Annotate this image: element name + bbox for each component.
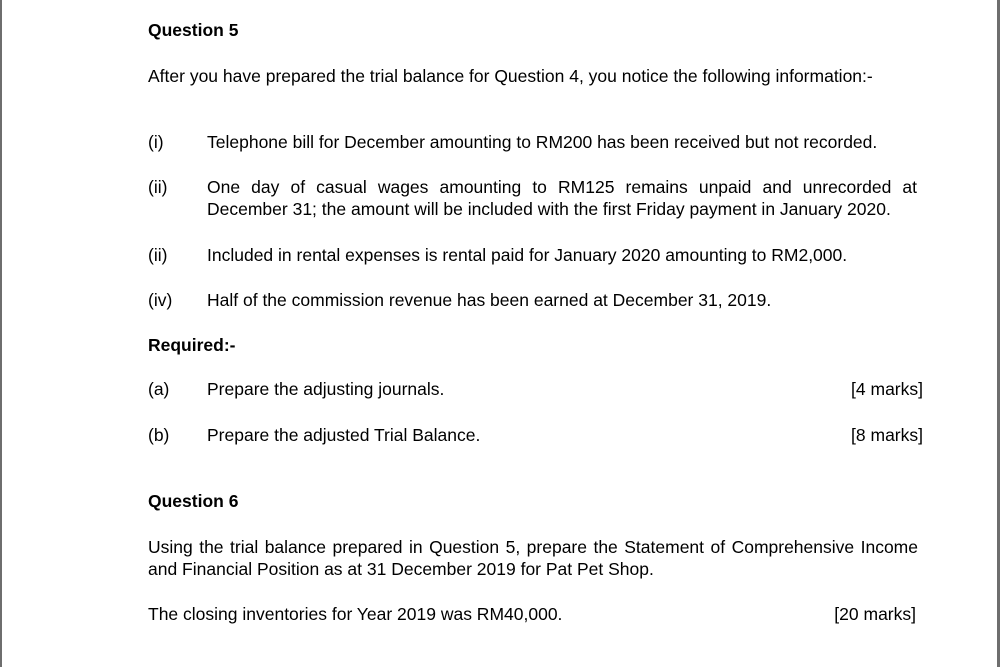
item-number: (ii) xyxy=(148,177,168,197)
task-text: Prepare the adjusting journals. xyxy=(207,379,445,399)
required-label: Required:- xyxy=(148,335,236,355)
task-text: Prepare the adjusted Trial Balance. xyxy=(207,425,481,445)
page-edge-left xyxy=(0,0,2,667)
closing-inventory-text: The closing inventories for Year 2019 was RM40,000. xyxy=(148,604,563,624)
item-number: (ii) xyxy=(148,245,168,265)
question-6-body: Using the trial balance prepared in Question 5, prepare the Statement of Comprehensive Income and Financial Position as at 31 December 2019 for Pat Pet Shop. xyxy=(148,537,918,579)
item-number: (i) xyxy=(148,132,164,152)
task-number: (a) xyxy=(148,379,170,399)
marks-label: [8 marks] xyxy=(851,425,923,445)
marks-label: [4 marks] xyxy=(851,379,923,399)
question-5-intro: After you have prepared the trial balance for Question 4, you notice the following information:- xyxy=(148,66,873,86)
question-6-heading: Question 6 xyxy=(148,491,239,511)
question-5-heading: Question 5 xyxy=(148,20,239,40)
marks-label: [20 marks] xyxy=(834,604,916,624)
closing-inventory-line xyxy=(148,603,916,625)
item-text: Half of the commission revenue has been earned at December 31, 2019. xyxy=(207,290,772,310)
item-text: Telephone bill for December amounting to RM200 has been received but not recorded. xyxy=(207,132,878,152)
item-text: Included in rental expenses is rental paid for January 2020 amounting to RM2,000. xyxy=(207,245,848,265)
item-number: (iv) xyxy=(148,290,173,310)
item-text: One day of casual wages amounting to RM125 remains unpaid and unrecorded at December 31; the amount will be included with the first Friday payment in January 2020. xyxy=(207,177,917,219)
task-number: (b) xyxy=(148,425,170,445)
